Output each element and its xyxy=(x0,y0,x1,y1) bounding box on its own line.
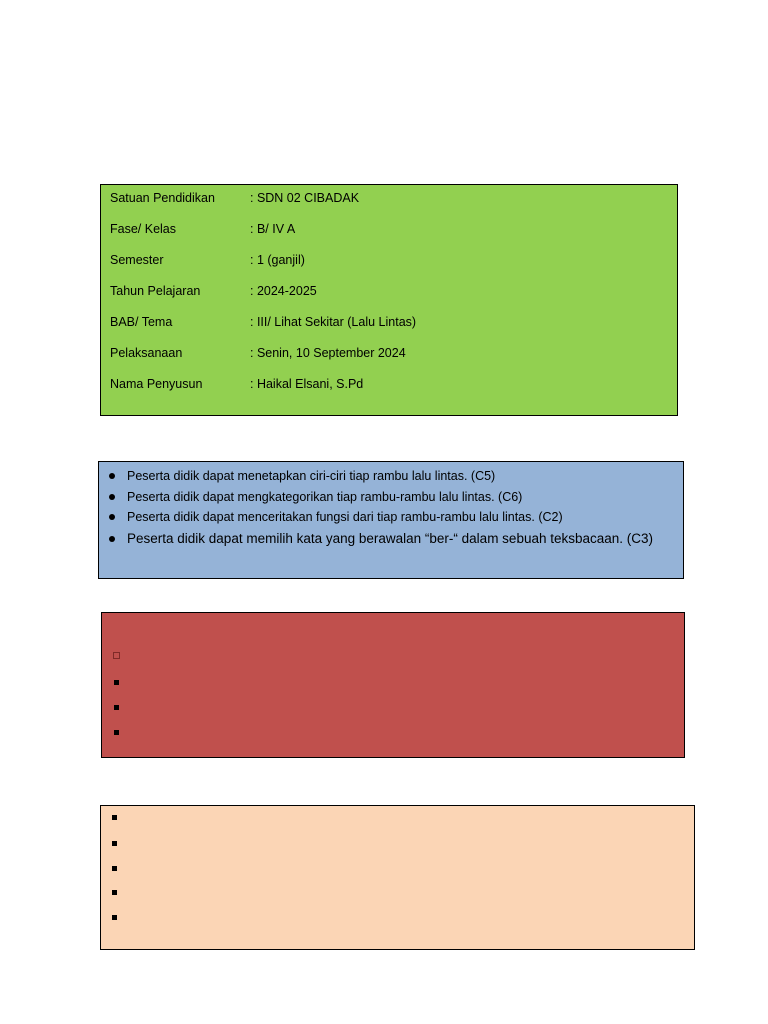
red-content-box xyxy=(101,612,685,758)
identity-label: Fase/ Kelas xyxy=(110,222,177,236)
identity-value: : Senin, 10 September 2024 xyxy=(250,346,406,360)
square-bullet-icon xyxy=(112,866,117,871)
list-item xyxy=(127,528,669,549)
objective-text: Peserta didik dapat memilih kata yang berawalan “ber-“ dalam sebuah teksbacaan. (C3) xyxy=(127,531,654,546)
square-bullet-icon xyxy=(114,730,119,735)
objective-text: Peserta didik dapat menetapkan ciri-ciri tiap rambu lalu lintas. (C5) xyxy=(127,469,496,483)
identity-label: Pelaksanaan xyxy=(110,346,183,360)
bullet-icon xyxy=(109,536,115,542)
list-item xyxy=(127,488,669,506)
bullet-icon xyxy=(109,494,115,500)
bullet-icon xyxy=(109,514,115,520)
square-bullet-icon xyxy=(114,705,119,710)
identity-value: : Haikal Elsani, S.Pd xyxy=(250,377,364,391)
objectives-box xyxy=(98,461,684,579)
objective-text: Peserta didik dapat menceritakan fungsi dari tiap rambu-rambu lalu lintas. (C2) xyxy=(127,510,563,524)
list-item xyxy=(127,508,669,526)
objective-text: Peserta didik dapat mengkategorikan tiap rambu-rambu lalu lintas. (C6) xyxy=(127,490,523,504)
identity-value: : SDN 02 CIBADAK xyxy=(250,191,360,205)
identity-value: : 2024-2025 xyxy=(250,284,317,298)
identity-label: Nama Penyusun xyxy=(110,377,203,391)
bullet-icon xyxy=(109,473,115,479)
identity-label: Satuan Pendidikan xyxy=(110,191,215,205)
square-bullet-icon xyxy=(112,841,117,846)
identity-value: : III/ Lihat Sekitar (Lalu Lintas) xyxy=(250,315,417,329)
peach-content-box xyxy=(100,805,695,950)
square-bullet-icon xyxy=(112,815,117,820)
square-bullet-icon xyxy=(114,680,119,685)
square-bullet-icon xyxy=(112,890,117,895)
identity-label: Tahun Pelajaran xyxy=(110,284,201,298)
identity-value: : B/ IV A xyxy=(250,222,296,236)
identity-label: BAB/ Tema xyxy=(110,315,173,329)
square-bullet-icon xyxy=(112,915,117,920)
identity-value: : 1 (ganjil) xyxy=(250,253,305,267)
hollow-square-bullet-icon xyxy=(113,652,120,659)
identity-label: Semester xyxy=(110,253,164,267)
list-item xyxy=(127,467,669,485)
identity-box xyxy=(100,184,678,416)
